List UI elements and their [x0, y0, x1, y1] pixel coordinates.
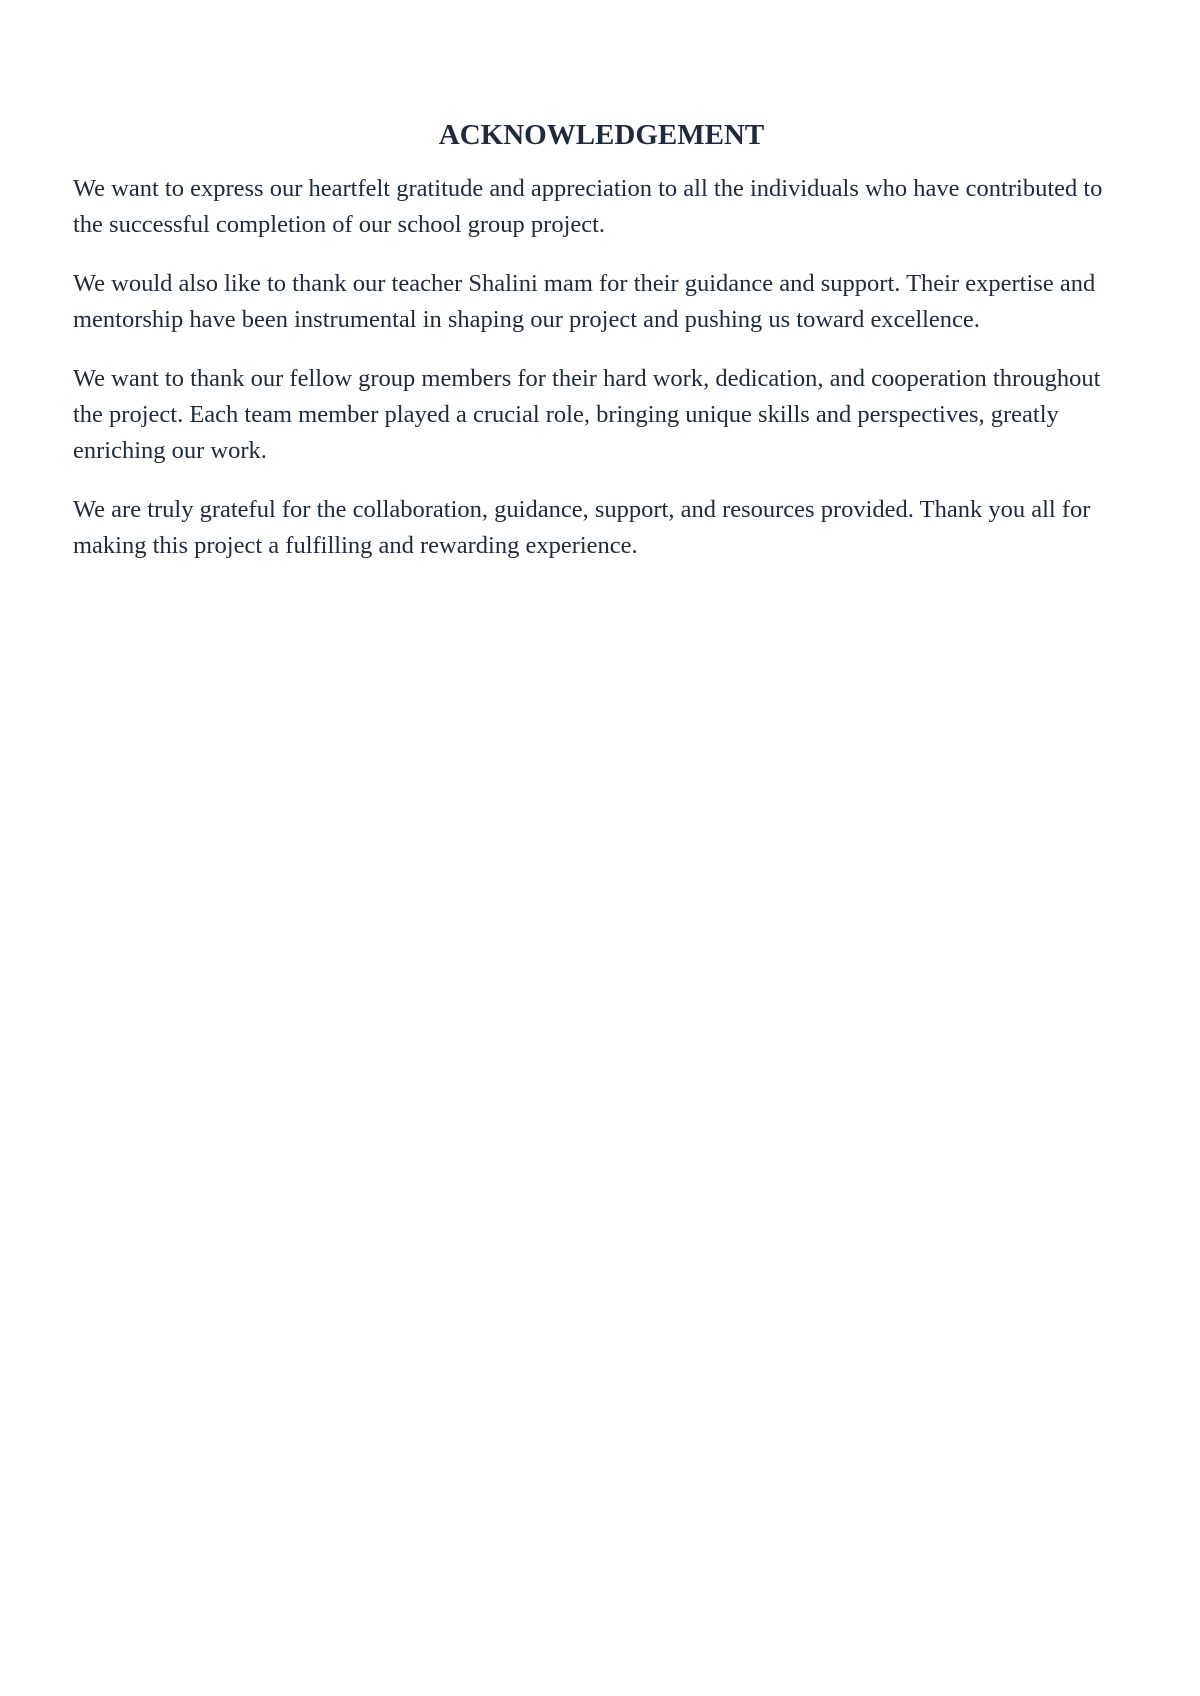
paragraph-closing: We are truly grateful for the collaboration, guidance, support, and resources provided. Thank you all for making this project a fulfilling and rewarding experience.	[73, 495, 1091, 559]
page-title: ACKNOWLEDGEMENT	[438, 119, 765, 151]
paragraph-gratitude: We want to express our heartfelt gratitude and appreciation to all the individuals who have contributed to the successful completion of our school group project.	[73, 174, 1103, 238]
paragraph-teacher: We would also like to thank our teacher Shalini mam for their guidance and support. Their expertise and mentorship have been instrumental in shaping our project and pushing us toward excellence.	[73, 269, 1096, 333]
paragraph-group-members: We want to thank our fellow group members for their hard work, dedication, and cooperation throughout the project. Each team member played a crucial role, bringing unique skills and perspectives, greatly enriching our work.	[73, 364, 1101, 464]
